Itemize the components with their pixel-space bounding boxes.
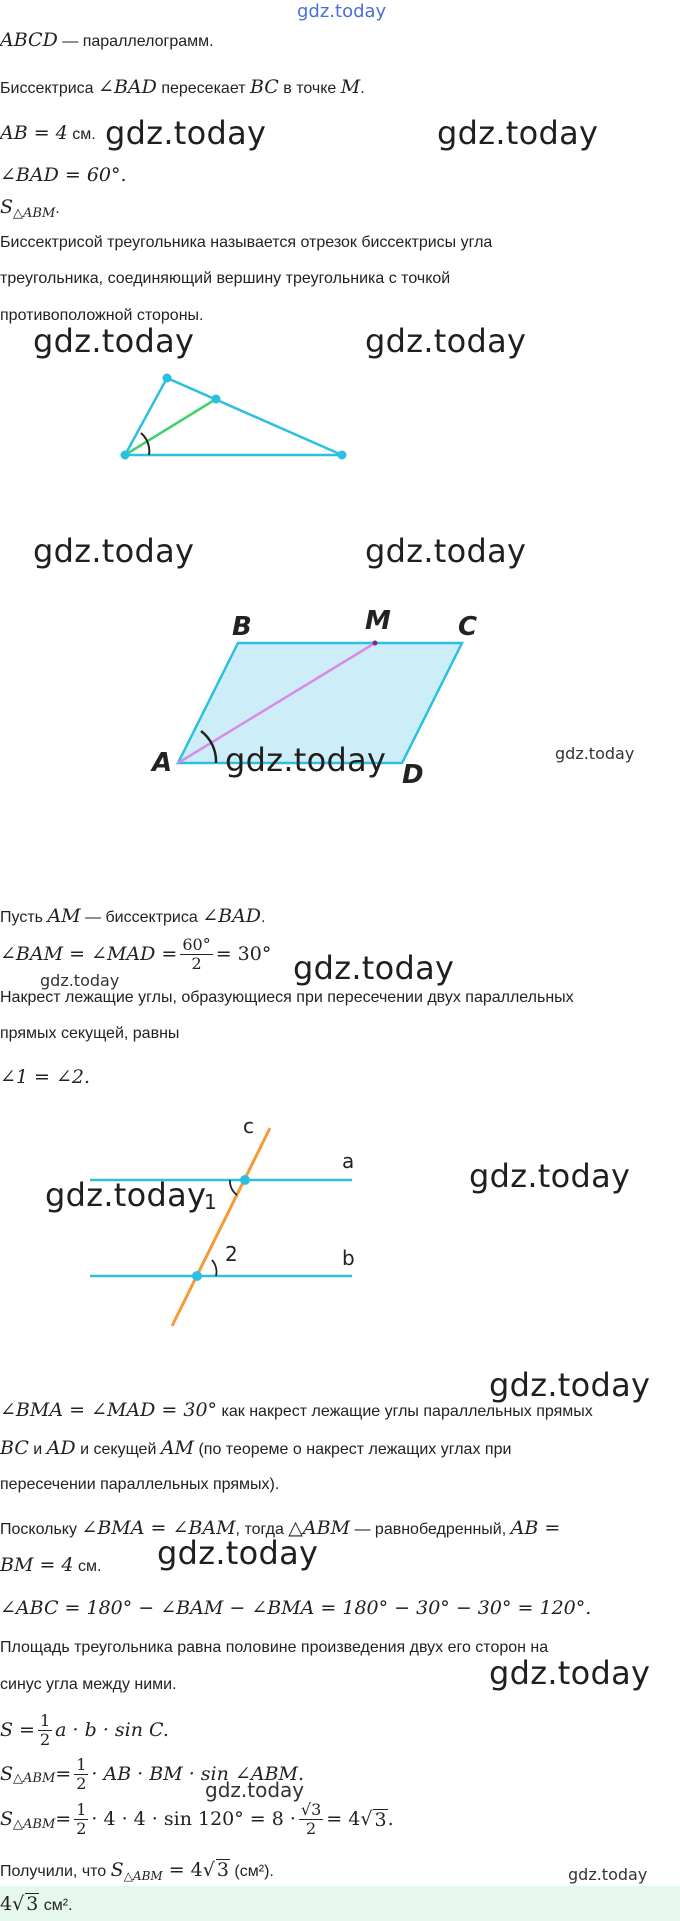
denominator: 2 [76, 1818, 87, 1838]
watermark: gdz.today [365, 532, 527, 570]
math-angle: ∠BAD [202, 905, 262, 927]
text: пересекает [156, 80, 250, 97]
solution-line-5 [0, 1067, 90, 1089]
intersection-b [192, 1271, 202, 1281]
watermark: gdz.today [157, 1534, 319, 1572]
watermark: gdz.today [293, 949, 455, 987]
denominator: 2 [76, 1773, 87, 1793]
math-ab: AB = [510, 1517, 561, 1539]
text: , тогда [235, 1521, 289, 1538]
solution-line-8: пересечении параллельных прямых). [0, 1476, 280, 1493]
formula-1 [0, 1709, 169, 1751]
math-ad: AD [46, 1437, 76, 1459]
angle-1-arc [230, 1180, 237, 1195]
fraction [74, 1801, 88, 1838]
answer-line: 4√ 3 см². [0, 1893, 73, 1915]
math-formula: · AB · BM · sin ∠ABM. [91, 1763, 305, 1785]
math-am: AM [47, 905, 81, 927]
math-am: AM [160, 1437, 195, 1459]
solution-line-7 [0, 1438, 511, 1460]
watermark: gdz.today [33, 322, 195, 360]
parallel-lines-figure [80, 1110, 380, 1335]
watermark-small: gdz.today [205, 1778, 305, 1802]
text: см. [67, 126, 96, 143]
label-b: B [232, 612, 252, 642]
text: . [55, 200, 60, 217]
fraction [299, 1801, 323, 1838]
math-abcd: ABCD [0, 29, 58, 51]
math-dot: . [387, 1808, 394, 1830]
label-angle-2: 2 [225, 1242, 238, 1266]
solution-line-11 [0, 1598, 591, 1620]
label-c: c [243, 1114, 254, 1138]
math-equation: ∠BMA = ∠BAM [81, 1517, 236, 1539]
vertex-point [163, 374, 172, 383]
math-4: 4 [0, 1893, 13, 1915]
watermark: gdz.today [33, 532, 195, 570]
text: — равнобедренный, [350, 1521, 511, 1538]
math-eq: = [55, 1763, 72, 1785]
label-a: a [342, 1149, 355, 1173]
text: см². [39, 1897, 73, 1914]
watermark: gdz.today [365, 322, 527, 360]
numerator: 1 [76, 1754, 87, 1774]
math-angles-equal: ∠1 = ∠2. [0, 1066, 91, 1088]
definition-line-2: треугольника, соединяющий вершину треугольника с точкой [0, 270, 451, 287]
text: Биссектриса [0, 80, 99, 97]
math-sub: △ABM [13, 1771, 56, 1786]
math-eq: = [55, 1808, 72, 1830]
given-line-1 [0, 30, 214, 52]
solution-line-12: Площадь треугольника равна половине произведения двух его сторон на [0, 1639, 549, 1656]
triangle-figure [120, 370, 360, 470]
watermark: gdz.today [489, 1366, 651, 1404]
math-root: 3 [216, 1859, 229, 1881]
given-line-2 [0, 77, 365, 99]
math-result: = 30° [215, 943, 272, 965]
watermark-small: gdz.today [568, 1865, 648, 1884]
text: и [28, 1441, 47, 1458]
math-equation: ∠BMA = ∠MAD = 30° [0, 1399, 218, 1421]
text: (по теореме о накрест лежащих углах при [194, 1441, 512, 1458]
math-bc: BC [0, 1437, 29, 1459]
math-s: S [0, 1808, 14, 1830]
numerator: 60° [182, 934, 211, 954]
fraction [180, 936, 212, 973]
label-b: b [342, 1246, 355, 1270]
fraction [38, 1712, 52, 1749]
math-s: S [110, 1859, 124, 1881]
text: в точке [278, 80, 341, 97]
math-formula: · 4 · 4 · sin 120° = 8 · [91, 1808, 296, 1830]
math-triangle: △ABM [288, 1517, 351, 1539]
denominator: 2 [39, 1729, 51, 1749]
watermark: gdz.today [469, 1157, 631, 1195]
solution-line-10 [0, 1555, 101, 1577]
denominator: 2 [306, 1818, 317, 1838]
math-formula: a · b · sin C. [55, 1719, 169, 1741]
watermark: gdz.today [437, 114, 599, 152]
bisector-end-point [212, 395, 221, 404]
text: Поскольку [0, 1521, 82, 1538]
math-sub: △ABM [13, 1817, 56, 1832]
text: . [360, 80, 365, 97]
math-angle-abc: ∠ABC = 180° − ∠BAM − ∠BMA = 180° − 30° − 30° = 120°. [0, 1597, 592, 1619]
label-c: C [458, 612, 478, 642]
definition-line-3: противоположной стороны. [0, 307, 204, 324]
math-eq: = 4 [162, 1859, 203, 1881]
math-sub: △ABM [13, 206, 56, 222]
watermark-small: gdz.today [555, 744, 635, 763]
watermark: gdz.today [489, 1654, 651, 1692]
text: — биссектриса [80, 909, 203, 926]
watermark: gdz.today [45, 1176, 207, 1214]
solution-line-3: Накрест лежащие углы, образующиеся при пересечении двух параллельных [0, 989, 574, 1006]
vertex-point [338, 451, 347, 460]
solution-line-13: синус угла между ними. [0, 1676, 177, 1693]
label-m: M [365, 606, 391, 636]
text: Получили, что [0, 1863, 111, 1880]
fraction [74, 1756, 88, 1793]
math-m: M [340, 76, 361, 98]
denominator: 2 [191, 953, 202, 973]
math-equation: ∠BAM = ∠MAD = [0, 943, 178, 965]
watermark-top: gdz.today [297, 1, 387, 22]
watermark: gdz.today [225, 741, 387, 779]
math-angle: ∠BAD [98, 76, 157, 98]
label-a: A [152, 748, 173, 778]
math-root: 3 [26, 1893, 39, 1915]
watermark: gdz.today [105, 114, 267, 152]
math-root: 3 [374, 1808, 387, 1831]
numerator: √3 [300, 1799, 322, 1819]
label-d: D [402, 760, 424, 790]
numerator: 1 [76, 1799, 87, 1819]
text: см. [73, 1558, 102, 1575]
result-line: Получили, что $S_{\triangle ABM} = 4√$ 3 (см²). [0, 1859, 274, 1884]
given-line-5 [0, 197, 60, 224]
intersection-a [240, 1175, 250, 1185]
text: Пусть [0, 909, 48, 926]
math-s: S = [0, 1719, 35, 1741]
text: . [261, 909, 266, 926]
triangle-outline [125, 378, 342, 455]
watermark-small: gdz.today [40, 971, 120, 990]
math-bm: BM = 4 [0, 1554, 74, 1576]
given-line-4 [0, 165, 127, 187]
angle-2-arc [212, 1260, 216, 1276]
math-s: S [0, 196, 14, 218]
formula-3: S $_{\triangle ABM}$ = $\frac{1}{2}$ · 4 · 4 · sin 120° = 8 · $\frac{√3}{2}$ = 4 √ 3 . [0, 1799, 394, 1838]
math-s: S [0, 1763, 14, 1785]
math-eq: = 4 [326, 1808, 361, 1830]
secant-c [172, 1128, 270, 1326]
given-line-3 [0, 123, 96, 145]
math-bc: BC [249, 76, 279, 98]
text: (см²). [229, 1863, 274, 1880]
triangle-bisector [125, 399, 216, 455]
definition-line-1: Биссектрисой треугольника называется отрезок биссектрисы угла [0, 234, 493, 251]
math-ab: AB = 4 [0, 122, 68, 144]
numerator: 1 [39, 1710, 51, 1730]
label-angle-1: 1 [204, 1190, 217, 1214]
solution-line-4: прямых секущей, равны [0, 1025, 180, 1042]
vertex-point [121, 451, 130, 460]
text: и секущей [75, 1441, 161, 1458]
answer-bar [0, 1886, 680, 1921]
solution-line-2 [0, 934, 271, 974]
point-m [373, 641, 378, 646]
solution-line-1 [0, 906, 266, 928]
math-angle-bad: ∠BAD = 60°. [0, 164, 127, 186]
text: — параллелограмм. [57, 33, 214, 50]
solution-line-6 [0, 1400, 593, 1422]
text: как накрест лежащие углы параллельных прямых [217, 1403, 593, 1420]
math-sub: △ABM [123, 1869, 163, 1884]
